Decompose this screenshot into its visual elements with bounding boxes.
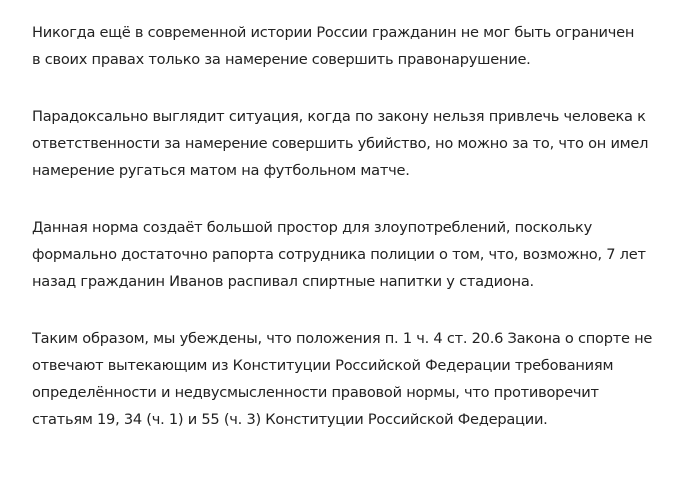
paragraph-line: ответственности за намерение совершить убийство, но можно за то, что он имел	[32, 135, 649, 152]
paragraph-line: Никогда ещё в современной истории России гражданин не мог быть ограничен	[32, 24, 635, 41]
paragraph-1	[32, 19, 680, 73]
article-body	[32, 19, 680, 463]
paragraph-2	[32, 103, 680, 184]
paragraph-line: Таким образом, мы убеждены, что положения п. 1 ч. 4 ст. 20.6 Закона о спорте не	[32, 330, 653, 347]
paragraph-line: определённости и недвусмысленности правовой нормы, что противоречит	[32, 384, 599, 401]
paragraph-line: в своих правах только за намерение совершить правонарушение.	[32, 51, 531, 68]
paragraph-line: формально достаточно рапорта сотрудника полиции о том, что, возможно, 7 лет	[32, 246, 646, 263]
paragraph-line: Парадоксально выглядит ситуация, когда по закону нельзя привлечь человека к	[32, 108, 646, 125]
paragraph-4	[32, 325, 680, 433]
paragraph-3	[32, 214, 680, 295]
paragraph-line: намерение ругаться матом на футбольном матче.	[32, 162, 410, 179]
paragraph-line: статьям 19, 34 (ч. 1) и 55 (ч. 3) Конституции Российской Федерации.	[32, 411, 548, 428]
paragraph-line: Данная норма создаёт большой простор для злоупотреблений, поскольку	[32, 219, 592, 236]
paragraph-line: отвечают вытекающим из Конституции Российской Федерации требованиям	[32, 357, 614, 374]
paragraph-line: назад гражданин Иванов распивал спиртные напитки у стадиона.	[32, 273, 534, 290]
